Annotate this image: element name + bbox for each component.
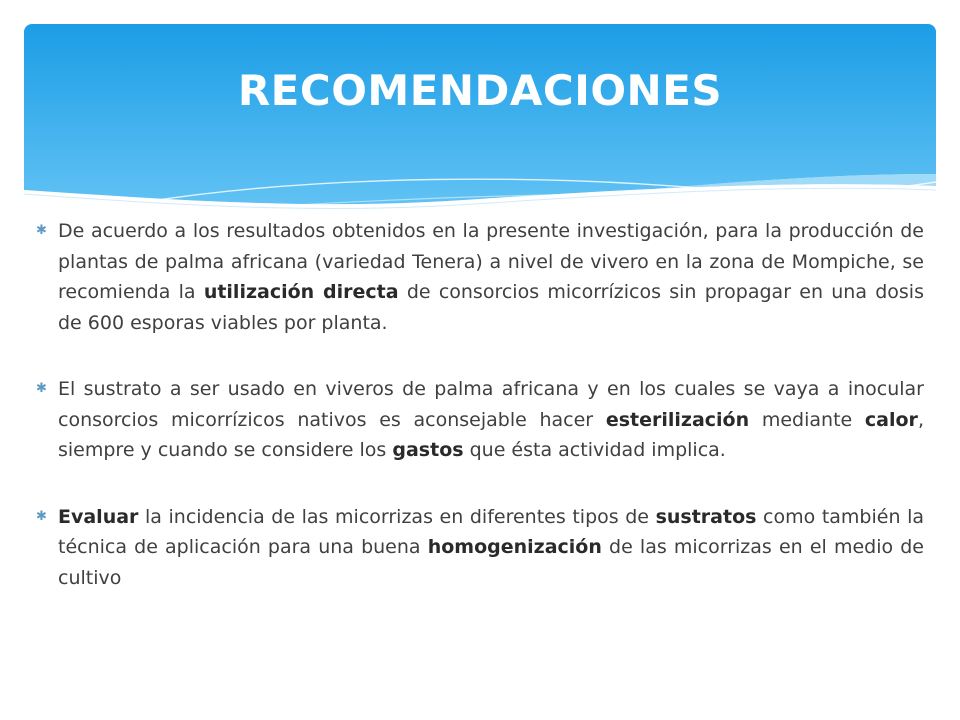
bullet-text: de las micorrizas en el medio de cultivo	[58, 536, 924, 589]
bullet-item	[36, 502, 924, 594]
bullet-text: de consorcios micorrízicos sin propagar en una dosis de 600 esporas viables por planta.	[58, 281, 924, 334]
bullet-text: , siempre y cuando se considere los	[58, 408, 924, 461]
bullet-list	[36, 216, 924, 629]
bullet-text: como también la técnica de aplicación para una buena	[58, 505, 924, 558]
bullet-emphasis: calor	[864, 408, 918, 431]
asterisk-icon: ✱	[36, 223, 47, 238]
asterisk-icon: ✱	[36, 508, 47, 524]
bullet-text: la incidencia de las micorrizas en diferentes tipos de	[138, 505, 656, 528]
bullet-item	[36, 374, 924, 466]
header-banner	[24, 24, 936, 244]
header-wave-graphic	[24, 24, 936, 244]
bullet-emphasis: utilización directa	[203, 281, 399, 303]
bullet-emphasis: homogenización	[427, 536, 602, 558]
bullet-item	[36, 216, 924, 338]
bullet-emphasis: gastos	[392, 439, 464, 461]
bullet-text: De acuerdo a los resultados obtenidos en la presente investigación, para la producción de plantas de palma africana (variedad Tenera) a nivel de vivero en la zona de Mompiche, se recomienda la	[58, 220, 924, 303]
bullet-text: mediante	[749, 408, 865, 431]
bullet-emphasis: sustratos	[655, 505, 757, 528]
asterisk-icon: ✱	[36, 381, 47, 396]
bullet-text: El sustrato a ser usado en viveros de palma africana y en los cuales se vaya a inocular consorcios micorrízicos nativos es aconsejable hacer	[58, 378, 924, 431]
slide-title: RECOMENDACIONES	[237, 66, 723, 115]
bullet-emphasis: esterilización	[605, 408, 750, 431]
bullet-emphasis: Evaluar	[58, 505, 139, 528]
bullet-text: que ésta actividad implica.	[463, 439, 726, 461]
